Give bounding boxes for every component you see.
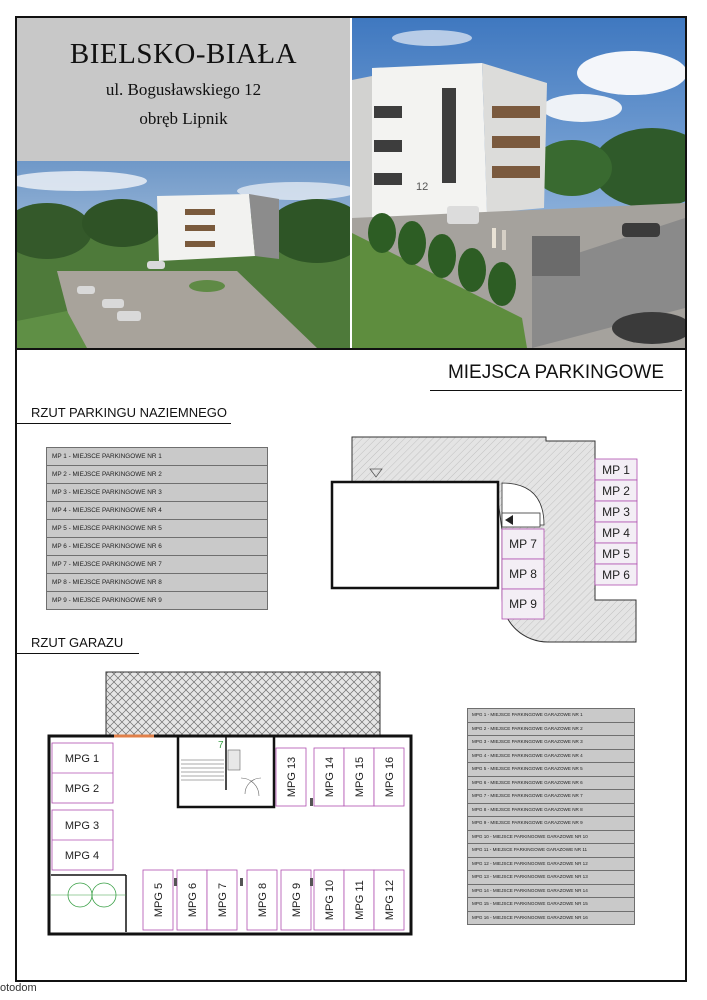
garage-plan-title: RZUT GARAZU bbox=[17, 635, 139, 654]
title-block bbox=[17, 18, 350, 161]
legend-row: MP 2 - MIEJSCE PARKINGOWE NR 2 bbox=[46, 465, 268, 484]
spot-mpg6: MPG 6 bbox=[187, 882, 199, 918]
legend-row: MPG 6 - MIEJSCE PARKINGOWE GARAZOWE NR 6 bbox=[467, 776, 635, 791]
legend-row: MPG 15 - MIEJSCE PARKINGOWE GARAZOWE NR 15 bbox=[467, 897, 635, 912]
spot-mpg16: MPG 16 bbox=[384, 756, 396, 798]
legend-row: MPG 7 - MIEJSCE PARKINGOWE GARAZOWE NR 7 bbox=[467, 789, 635, 804]
spot-mpg12: MPG 12 bbox=[384, 879, 396, 921]
legend-row: MPG 14 - MIEJSCE PARKINGOWE GARAZOWE NR 14 bbox=[467, 884, 635, 899]
spot-mpg1: MPG 1 bbox=[64, 753, 100, 765]
spot-mp8: MP 8 bbox=[509, 567, 537, 581]
legend-row: MPG 12 - MIEJSCE PARKINGOWE GARAZOWE NR 12 bbox=[467, 857, 635, 872]
building-aerial-render bbox=[17, 161, 350, 348]
spot-mpg14: MPG 14 bbox=[324, 756, 336, 798]
legend-row: MPG 13 - MIEJSCE PARKINGOWE GARAZOWE NR 13 bbox=[467, 870, 635, 885]
legend-row: MPG 2 - MIEJSCE PARKINGOWE GARAZOWE NR 2 bbox=[467, 722, 635, 737]
stair-label: 7 bbox=[218, 740, 224, 751]
legend-row: MPG 10 - MIEJSCE PARKINGOWE GARAZOWE NR 10 bbox=[467, 830, 635, 845]
legend-row: MP 4 - MIEJSCE PARKINGOWE NR 4 bbox=[46, 501, 268, 520]
house-number-label: 12 bbox=[416, 181, 429, 193]
street-address: ul. Bogusławskiego 12 bbox=[105, 80, 262, 99]
spot-mpg10: MPG 10 bbox=[324, 879, 336, 921]
legend-row: MP 7 - MIEJSCE PARKINGOWE NR 7 bbox=[46, 555, 268, 574]
spot-mp4: MP 4 bbox=[602, 526, 630, 540]
spot-mpg3: MPG 3 bbox=[64, 820, 100, 832]
spot-mp3: MP 3 bbox=[602, 505, 630, 519]
garage-parking-legend bbox=[467, 708, 635, 924]
legend-row: MPG 3 - MIEJSCE PARKINGOWE GARAZOWE NR 3 bbox=[467, 735, 635, 750]
spot-mpg4: MPG 4 bbox=[64, 850, 100, 862]
spot-mp7: MP 7 bbox=[509, 537, 537, 551]
legend-row: MPG 5 - MIEJSCE PARKINGOWE GARAZOWE NR 5 bbox=[467, 762, 635, 777]
watermark: otodom bbox=[0, 982, 37, 994]
legend-row: MP 9 - MIEJSCE PARKINGOWE NR 9 bbox=[46, 591, 268, 610]
ground-parking-plan bbox=[330, 435, 640, 647]
spot-mpg7: MPG 7 bbox=[217, 882, 229, 918]
spot-mpg11: MPG 11 bbox=[354, 880, 366, 920]
spot-mpg8: MPG 8 bbox=[257, 882, 269, 918]
legend-row: MPG 11 - MIEJSCE PARKINGOWE GARAZOWE NR 11 bbox=[467, 843, 635, 858]
section-divider bbox=[17, 348, 685, 350]
spot-mp5: MP 5 bbox=[602, 547, 630, 561]
spot-mp9: MP 9 bbox=[509, 597, 537, 611]
legend-row: MPG 8 - MIEJSCE PARKINGOWE GARAZOWE NR 8 bbox=[467, 803, 635, 818]
garage-plan bbox=[46, 670, 416, 938]
ground-plan-title: RZUT PARKINGU NAZIEMNEGO bbox=[17, 405, 231, 424]
legend-row: MP 8 - MIEJSCE PARKINGOWE NR 8 bbox=[46, 573, 268, 592]
legend-row: MPG 9 - MIEJSCE PARKINGOWE GARAZOWE NR 9 bbox=[467, 816, 635, 831]
spot-mpg15: MPG 15 bbox=[354, 756, 366, 798]
legend-row: MPG 1 - MIEJSCE PARKINGOWE GARAZOWE NR 1 bbox=[467, 708, 635, 723]
spot-mpg2: MPG 2 bbox=[64, 783, 100, 795]
legend-row: MP 1 - MIEJSCE PARKINGOWE NR 1 bbox=[46, 447, 268, 466]
spot-mpg13: MPG 13 bbox=[286, 756, 298, 798]
legend-row: MPG 16 - MIEJSCE PARKINGOWE GARAZOWE NR 16 bbox=[467, 911, 635, 926]
city-title: BIELSKO-BIAŁA bbox=[69, 38, 298, 70]
building-front-render bbox=[352, 18, 685, 348]
district-name: obręb Lipnik bbox=[139, 109, 228, 128]
spot-mp2: MP 2 bbox=[602, 484, 630, 498]
spot-mp1: MP 1 bbox=[602, 463, 630, 477]
spot-mp6: MP 6 bbox=[602, 568, 630, 582]
spot-mpg5: MPG 5 bbox=[153, 882, 165, 918]
legend-row: MP 5 - MIEJSCE PARKINGOWE NR 5 bbox=[46, 519, 268, 538]
ground-parking-legend bbox=[46, 447, 268, 609]
legend-row: MPG 4 - MIEJSCE PARKINGOWE GARAZOWE NR 4 bbox=[467, 749, 635, 764]
legend-row: MP 3 - MIEJSCE PARKINGOWE NR 3 bbox=[46, 483, 268, 502]
legend-row: MP 6 - MIEJSCE PARKINGOWE NR 6 bbox=[46, 537, 268, 556]
parking-section-title: MIEJSCA PARKINGOWE bbox=[430, 362, 682, 391]
spot-mpg9: MPG 9 bbox=[291, 882, 303, 918]
